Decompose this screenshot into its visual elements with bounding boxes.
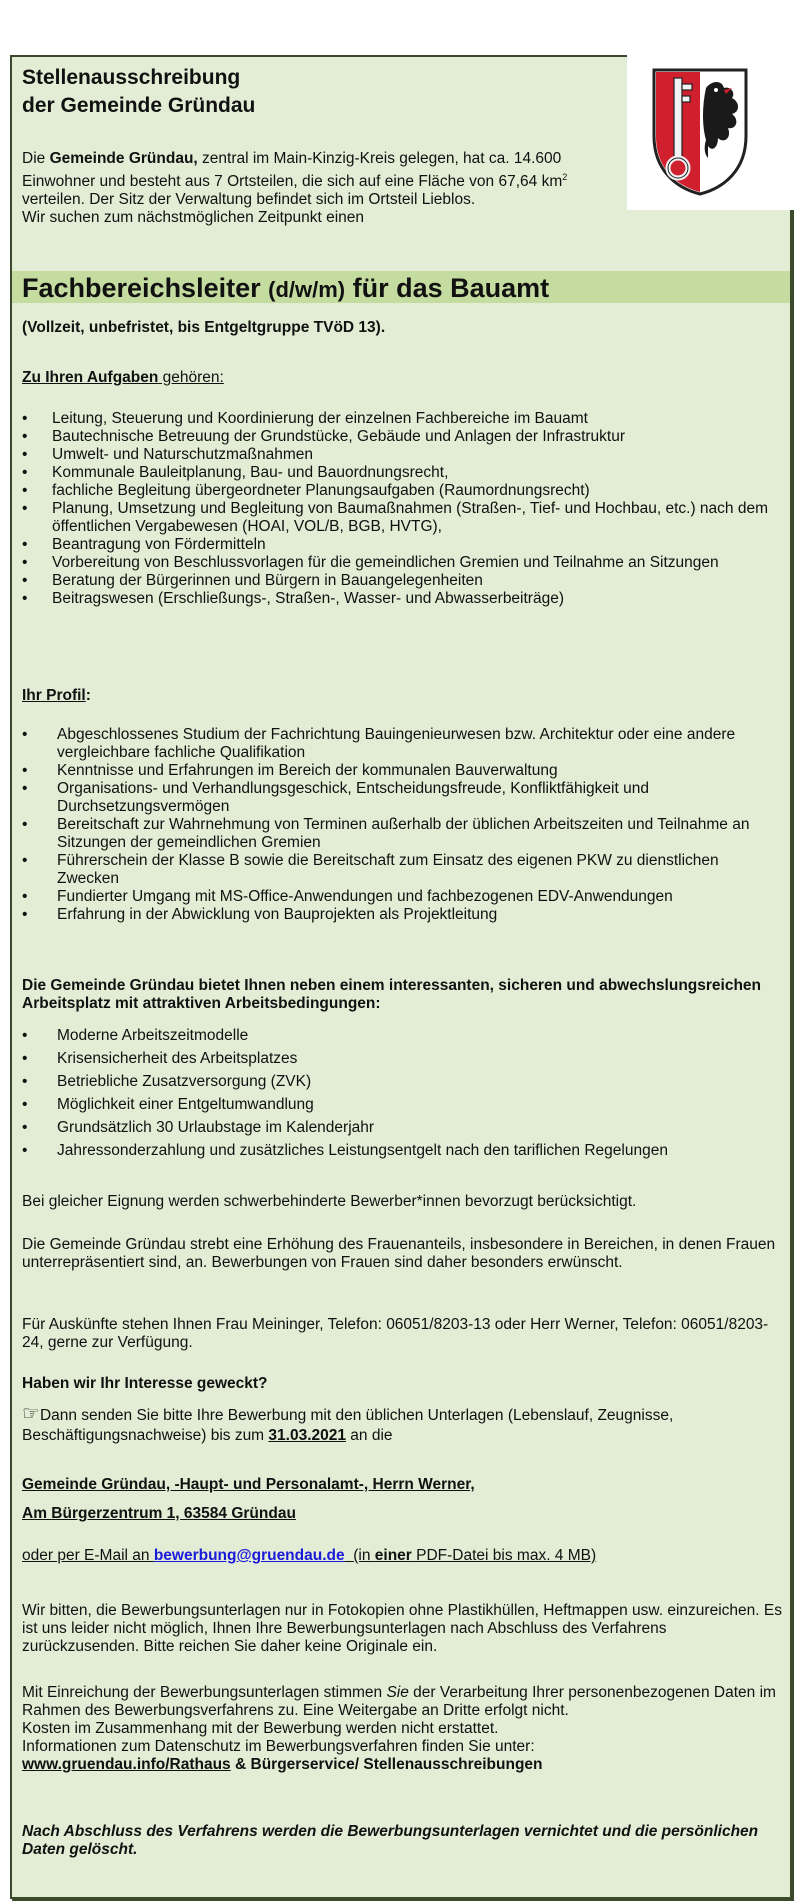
apply-text-a: Dann senden Sie bitte Ihre Bewerbung mit den üblichen Unterlagen (Lebenslauf, Zeugnisse, Beschäftigungsnachweise) bis zum	[22, 1407, 674, 1444]
list-item: • Kommunale Bauleitplanung, Bau- und Bauordnungsrecht,	[22, 464, 784, 482]
list-item: • Organisations- und Verhandlungsgeschick, Entscheidungsfreude, Konfliktfähigkeit und Durchsetzungsvermögen	[22, 780, 784, 816]
page-title	[22, 64, 255, 120]
list-item: • Betriebliche Zusatzversorgung (ZVK)	[22, 1073, 784, 1091]
offer-heading: Die Gemeinde Gründau bietet Ihnen neben einem interessanten, sicheren und abwechslungsreichen Arbeitsplatz mit attraktiven Arbeitsbedingungen:	[22, 977, 762, 1012]
list-item: • Krisensicherheit des Arbeitsplatzes	[22, 1050, 784, 1068]
copies-note: Wir bitten, die Bewerbungsunterlagen nur in Fotokopien ohne Plastikhüllen, Heftmappen usw. einzureichen. Es ist uns leider nicht möglich, Ihnen Ihre Bewerbungsunterlagen nach Abschluss des Verfahrens zurückzusenden. Bitte reichen Sie daher keine Originale ein.	[22, 1602, 782, 1655]
list-item: • Leitung, Steuerung und Koordinierung der einzelnen Fachbereiche im Bauamt	[22, 410, 784, 428]
intro-search: Wir suchen zum nächstmöglichen Zeitpunkt einen	[22, 209, 365, 227]
job-title-c: für das Bauamt	[345, 273, 550, 303]
pointing-hand-icon: ☞	[22, 1403, 40, 1425]
coat-of-arms-icon	[650, 66, 750, 196]
job-title	[22, 272, 549, 306]
profile-heading-text: Ihr Profil	[22, 687, 86, 704]
consent-c: der Verarbeitung Ihrer personenbezogenen Daten im Rahmen des Bewerbungsverfahrens zu. Eine Weitergabe an Dritte erfolgt nicht.	[22, 1684, 776, 1719]
intro-text-1: zentral im Main-Kinzig-Kreis gelegen, hat ca. 14.600 Einwohner und besteht aus 7 Ortsteilen, die sich auf eine Fläche von 67,64 km	[22, 150, 563, 191]
offer-list	[22, 1027, 784, 1165]
intro-superscript: 2	[562, 172, 568, 182]
consent-b: Sie	[386, 1684, 409, 1701]
intro-prefix: Die	[22, 150, 50, 167]
list-item: • Abgeschlossenes Studium der Fachrichtung Bauingenieurwesen bzw. Architektur oder eine andere vergleichbare fachliche Qualifikation	[22, 726, 784, 762]
list-item: • Möglichkeit einer Entgeltumwandlung	[22, 1096, 784, 1114]
list-item: • Führerschein der Klasse B sowie die Bereitschaft zum Einsatz des eigenen PKW zu dienstlichen Zwecken	[22, 852, 784, 888]
email-suffix-b: einer	[374, 1547, 412, 1564]
email-prefix: oder per E-Mail an	[22, 1547, 154, 1564]
tasks-list	[22, 410, 784, 608]
intro-municipality: Gemeinde Gründau,	[49, 150, 198, 167]
list-item: • Fundierter Umgang mit MS-Office-Anwendungen und fachbezogenen EDV-Anwendungen	[22, 888, 784, 906]
list-item: • Beantragung von Fördermitteln	[22, 536, 784, 554]
tasks-heading-b: gehören:	[158, 369, 224, 386]
address-line-1: Gemeinde Gründau, -Haupt- und Personalamt-, Herrn Werner,	[22, 1476, 475, 1493]
women-note: Die Gemeinde Gründau strebt eine Erhöhung des Frauenanteils, insbesondere in Bereichen, in denen Frauen unterrepräsentiert sind, an. Bewerbungen von Frauen sind daher besonders erwünscht.	[22, 1236, 776, 1271]
email-link[interactable]: bewerbung@gruendau.de	[153, 1547, 345, 1564]
tasks-heading	[22, 369, 782, 387]
apply-text-b: an die	[345, 1427, 393, 1444]
apply-heading: Haben wir Ihr Interesse geweckt?	[22, 1375, 268, 1392]
disabled-note: Bei gleicher Eignung werden schwerbehinderte Bewerber*innen bevorzugt berücksichtigt.	[22, 1193, 637, 1210]
list-item: • Beratung der Bürgerinnen und Bürgern in Bauangelegenheiten	[22, 572, 784, 590]
contact-note: Für Auskünfte stehen Ihnen Frau Meininger, Telefon: 06051/8203-13 oder Herr Werner, Telefon: 06051/8203-24, gerne zur Verfügung.	[22, 1316, 769, 1351]
website-link-tail: & Bürgerservice/ Stellenausschreibungen	[230, 1756, 543, 1773]
profile-heading	[22, 687, 782, 705]
apply-paragraph	[22, 1404, 782, 1446]
email-suffix-a: (in	[344, 1547, 375, 1564]
list-item: • Vorbereitung von Beschlussvorlagen für die gemeindlichen Gremien und Teilnahme an Sitzungen	[22, 554, 784, 572]
list-item: • fachliche Begleitung übergeordneter Planungsaufgaben (Raumordnungsrecht)	[22, 482, 784, 500]
email-suffix-c: PDF-Datei bis max. 4 MB)	[411, 1547, 597, 1564]
costs-note: Kosten im Zusammenhang mit der Bewerbung werden nicht erstattet.	[22, 1720, 499, 1737]
address-line-2: Am Bürgerzentrum 1, 63584 Gründau	[22, 1505, 296, 1522]
list-item: • Beitragswesen (Erschließungs-, Straßen-, Wasser- und Abwasserbeiträge)	[22, 590, 784, 608]
list-item: • Bautechnische Betreuung der Grundstücke, Gebäude und Anlagen der Infrastruktur	[22, 428, 784, 446]
intro-paragraph	[22, 150, 622, 227]
tasks-heading-a: Zu Ihren Aufgaben	[22, 369, 159, 386]
list-item: • Planung, Umsetzung und Begleitung von Baumaßnahmen (Straßen-, Tief- und Hochbau, etc.) nach dem öffentlichen Vergabewesen (HOAI, VOL/B, BGB, HVTG),	[22, 500, 784, 536]
list-item: • Moderne Arbeitszeitmodelle	[22, 1027, 784, 1045]
profile-heading-colon: :	[85, 687, 91, 704]
job-title-a: Fachbereichsleiter	[22, 273, 269, 303]
list-item: • Erfahrung in der Abwicklung von Bauprojekten als Projektleitung	[22, 906, 784, 924]
list-item: • Bereitschaft zur Wahrnehmung von Terminen außerhalb der üblichen Arbeitszeiten und Teilnahme an Sitzungen der gemeindlichen Gremien	[22, 816, 784, 852]
deadline: 31.03.2021	[268, 1427, 346, 1444]
list-item: • Umwelt- und Naturschutzmaßnahmen	[22, 446, 784, 464]
title-line-1: Stellenausschreibung	[22, 66, 241, 89]
list-item: • Kenntnisse und Erfahrungen im Bereich der kommunalen Bauverwaltung	[22, 762, 784, 780]
job-conditions: (Vollzeit, unbefristet, bis Entgeltgruppe TVöD 13).	[22, 319, 386, 336]
list-item: • Grundsätzlich 30 Urlaubstage im Kalenderjahr	[22, 1119, 784, 1137]
consent-a: Mit Einreichung der Bewerbungsunterlagen stimmen	[22, 1684, 387, 1701]
email-line	[22, 1547, 782, 1565]
list-item: • Jahressonderzahlung und zusätzliches Leistungsentgelt nach den tariflichen Regelungen	[22, 1142, 784, 1160]
profile-list	[22, 726, 784, 924]
privacy-note: Informationen zum Datenschutz im Bewerbungsverfahren finden Sie unter:	[22, 1738, 535, 1755]
intro-text-2: verteilen. Der Sitz der Verwaltung befindet sich im Ortsteil Lieblos.	[22, 191, 476, 209]
website-link[interactable]: www.gruendau.info/Rathaus	[22, 1756, 231, 1773]
title-line-2: der Gemeinde Gründau	[22, 94, 256, 117]
closing-note: Nach Abschluss des Verfahrens werden die Bewerbungsunterlagen vernichtet und die persönlichen Daten gelöscht.	[22, 1823, 759, 1858]
consent-note	[22, 1684, 782, 1774]
job-title-gender: (d/w/m)	[268, 277, 346, 302]
